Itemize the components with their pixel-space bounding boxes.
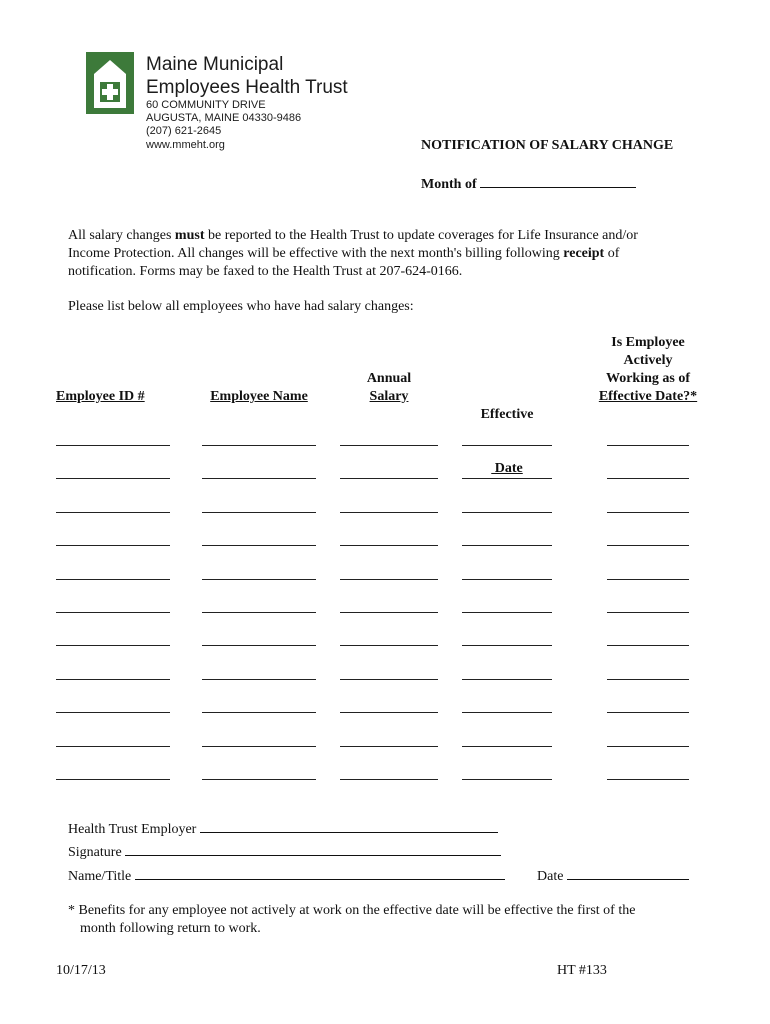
employee-name-line[interactable] — [202, 712, 316, 713]
annual-salary-line[interactable] — [340, 645, 438, 646]
actively-working-line[interactable] — [607, 746, 689, 747]
employer-input-line[interactable] — [200, 819, 498, 833]
employer-label: Health Trust Employer — [68, 822, 197, 837]
month-label: Month of — [421, 177, 477, 192]
effective-date-line[interactable] — [462, 579, 552, 580]
actively-working-line[interactable] — [607, 445, 689, 446]
date-input-line[interactable] — [567, 866, 689, 880]
col-employee-name: Employee Name — [210, 389, 308, 404]
effective-date-line[interactable] — [462, 746, 552, 747]
annual-salary-line[interactable] — [340, 779, 438, 780]
actively-working-line[interactable] — [607, 645, 689, 646]
signature-label: Signature — [68, 845, 122, 860]
org-name-line2: Employees Health Trust — [146, 77, 348, 98]
effective-date-line[interactable] — [462, 445, 552, 446]
employee-name-line[interactable] — [202, 579, 316, 580]
annual-salary-line[interactable] — [340, 445, 438, 446]
annual-salary-line[interactable] — [340, 746, 438, 747]
employee-id-line[interactable] — [56, 779, 170, 780]
annual-salary-line[interactable] — [340, 545, 438, 546]
actively-working-line[interactable] — [607, 579, 689, 580]
name-title-field — [68, 866, 505, 886]
date-field — [537, 866, 689, 886]
effective-date-line[interactable] — [462, 779, 552, 780]
signature-input-line[interactable] — [125, 842, 501, 856]
annual-salary-line[interactable] — [340, 712, 438, 713]
instruction-text: Please list below all employees who have had salary changes: — [68, 299, 414, 314]
actively-working-line[interactable] — [607, 679, 689, 680]
intro-paragraph: All salary changes must be reported to the Health Trust to update coverages for Life Insurance and/or Income Protection. All changes will be effective with the next month's billing following receipt of notification. Forms may be faxed to the Health Trust at 207-624-0166. — [68, 228, 638, 279]
revision-date: 10/17/13 — [56, 963, 106, 978]
actively-working-line[interactable] — [607, 512, 689, 513]
effective-date-line[interactable] — [462, 712, 552, 713]
annual-salary-line[interactable] — [340, 478, 438, 479]
employee-name-line[interactable] — [202, 679, 316, 680]
website[interactable]: www.mmeht.org — [146, 139, 225, 151]
employee-name-line[interactable] — [202, 512, 316, 513]
employee-id-line[interactable] — [56, 712, 170, 713]
house-cross-icon — [86, 52, 134, 114]
name-title-label: Name/Title — [68, 869, 132, 884]
employee-name-line[interactable] — [202, 545, 316, 546]
month-input-line[interactable] — [480, 174, 636, 188]
effective-date-line[interactable] — [462, 645, 552, 646]
actively-working-line[interactable] — [607, 612, 689, 613]
effective-date-line[interactable] — [462, 478, 552, 479]
address-line1: 60 COMMUNITY DRIVE — [146, 99, 266, 111]
effective-date-line[interactable] — [462, 679, 552, 680]
employee-id-line[interactable] — [56, 612, 170, 613]
actively-working-line[interactable] — [607, 712, 689, 713]
effective-date-line[interactable] — [462, 612, 552, 613]
month-field — [421, 174, 636, 193]
form-number: HT #133 — [557, 963, 607, 978]
footnote-line2: month following return to work. — [80, 921, 261, 936]
address-line2: AUGUSTA, MAINE 04330-9486 — [146, 112, 302, 124]
actively-working-line[interactable] — [607, 779, 689, 780]
employee-id-line[interactable] — [56, 746, 170, 747]
employee-id-line[interactable] — [56, 445, 170, 446]
org-name-line1: Maine Municipal — [146, 54, 284, 75]
effective-date-line[interactable] — [462, 545, 552, 546]
employee-id-line[interactable] — [56, 579, 170, 580]
actively-working-line[interactable] — [607, 545, 689, 546]
employee-name-line[interactable] — [202, 779, 316, 780]
logo — [86, 52, 134, 114]
employee-id-line[interactable] — [56, 679, 170, 680]
name-title-input-line[interactable] — [135, 866, 505, 880]
employee-name-line[interactable] — [202, 445, 316, 446]
col-actively-working: Is Employee Actively Working as of Effective Date?* — [598, 335, 698, 404]
employee-id-line[interactable] — [56, 512, 170, 513]
annual-salary-line[interactable] — [340, 679, 438, 680]
annual-salary-line[interactable] — [340, 579, 438, 580]
annual-salary-line[interactable] — [340, 612, 438, 613]
employee-name-line[interactable] — [202, 612, 316, 613]
employer-field — [68, 819, 498, 839]
annual-salary-line[interactable] — [340, 512, 438, 513]
effective-date-line[interactable] — [462, 512, 552, 513]
employee-name-line[interactable] — [202, 746, 316, 747]
footnote-line1: * Benefits for any employee not actively at work on the effective date will be effective the first of the — [68, 903, 636, 918]
col-effective-date: Effective Date — [480, 407, 534, 476]
phone: (207) 621-2645 — [146, 125, 222, 137]
actively-working-line[interactable] — [607, 478, 689, 479]
employee-name-line[interactable] — [202, 645, 316, 646]
employee-name-line[interactable] — [202, 478, 316, 479]
employee-id-line[interactable] — [56, 545, 170, 546]
form-title: NOTIFICATION OF SALARY CHANGE — [421, 138, 674, 153]
col-employee-id: Employee ID # — [56, 389, 145, 404]
signature-field — [68, 842, 501, 862]
col-annual-salary: Annual Salary — [366, 371, 412, 404]
employee-id-line[interactable] — [56, 645, 170, 646]
date-label: Date — [537, 869, 564, 884]
employee-id-line[interactable] — [56, 478, 170, 479]
